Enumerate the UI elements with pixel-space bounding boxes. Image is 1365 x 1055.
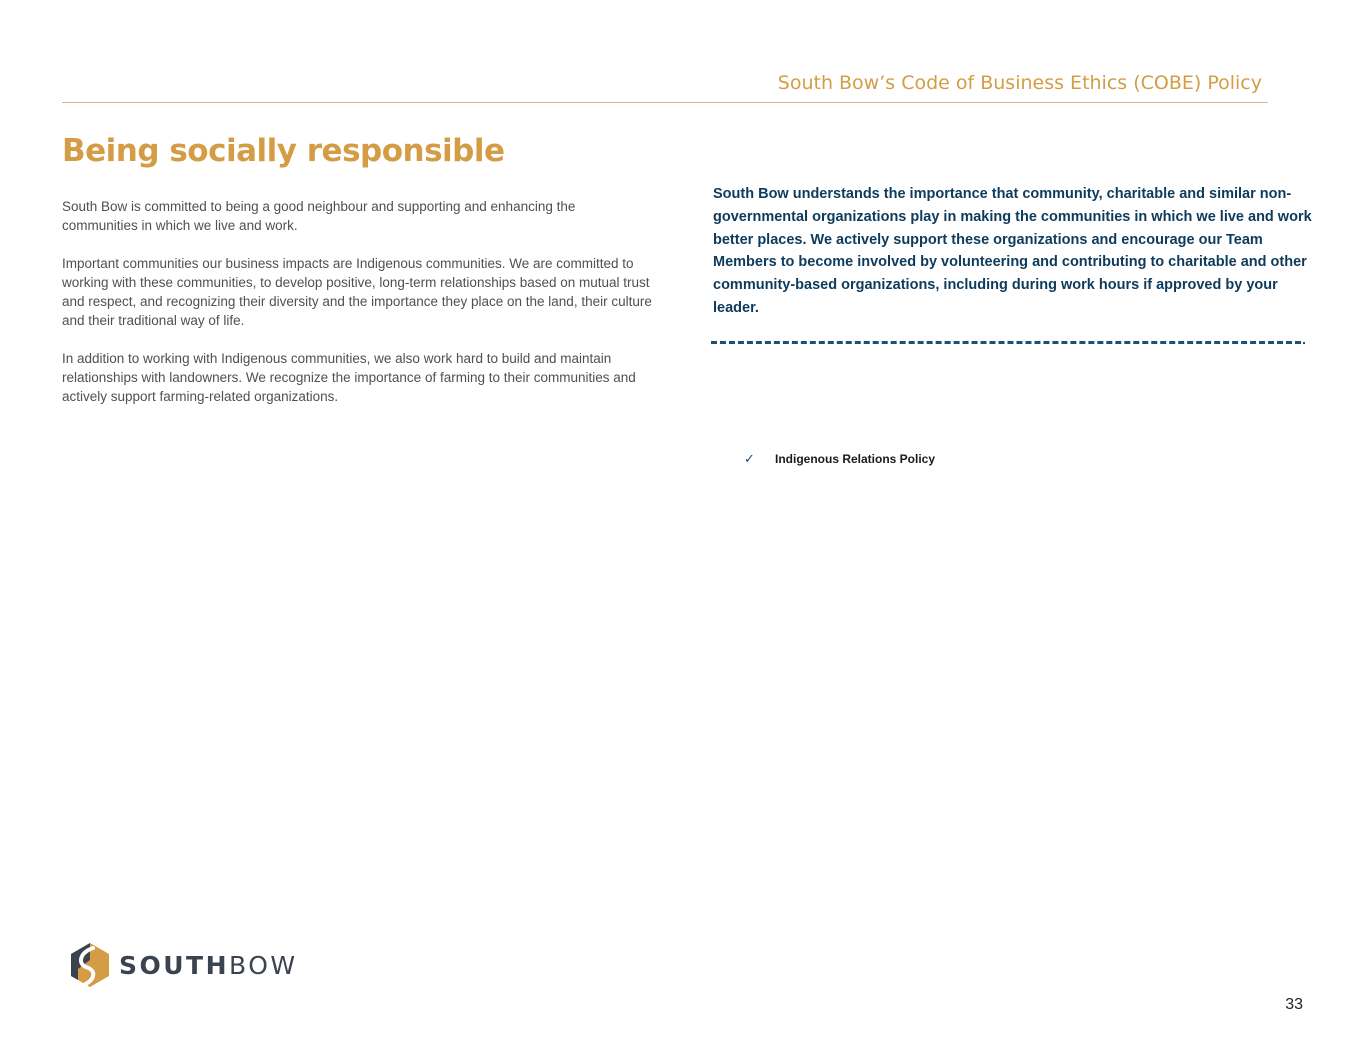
callout-dashed-divider [711, 341, 1301, 344]
southbow-logo [70, 942, 298, 988]
related-policy-link[interactable]: Indigenous Relations Policy [775, 452, 936, 466]
header-divider [62, 102, 1268, 103]
page-heading: Being socially responsible [62, 133, 505, 169]
related-policy-item[interactable] [744, 451, 935, 467]
document-title: South Bow’s Code of Business Ethics (COBE) Policy [777, 72, 1262, 94]
southbow-logo-mark-icon [70, 942, 110, 988]
logo-wordmark-bold: SOUTH [119, 950, 230, 980]
body-paragraph: Important communities our business impacts are Indigenous communities. We are committed to working with these communities, to develop positive, long-term relationships based on mutual trust and respect, and recognizing their diversity and the importance they place on the land, their culture and their traditional way of life. [62, 256, 652, 328]
logo-wordmark-light: BOW [229, 950, 298, 980]
logo-wordmark [119, 951, 298, 980]
body-text [62, 197, 652, 425]
callout-divider-endpoint [1303, 342, 1305, 344]
body-paragraph: In addition to working with Indigenous communities, we also work hard to build and maintain relationships with landowners. We recognize the importance of farming to their communities and actively support farming-related organizations. [62, 351, 636, 404]
body-paragraph: South Bow is committed to being a good neighbour and supporting and enhancing the communities in which we live and work. [62, 199, 576, 233]
callout-text: South Bow understands the importance that community, charitable and similar non-governmental organizations play in making the communities in which we live and work better places. We actively support these organizations and encourage our Team Members to become involved by volunteering and contributing to charitable and other community-based organizations, including during work hours if approved by your leader. [713, 186, 1312, 316]
checkmark-icon: ✓ [744, 451, 755, 466]
page-number: 33 [1285, 996, 1303, 1013]
